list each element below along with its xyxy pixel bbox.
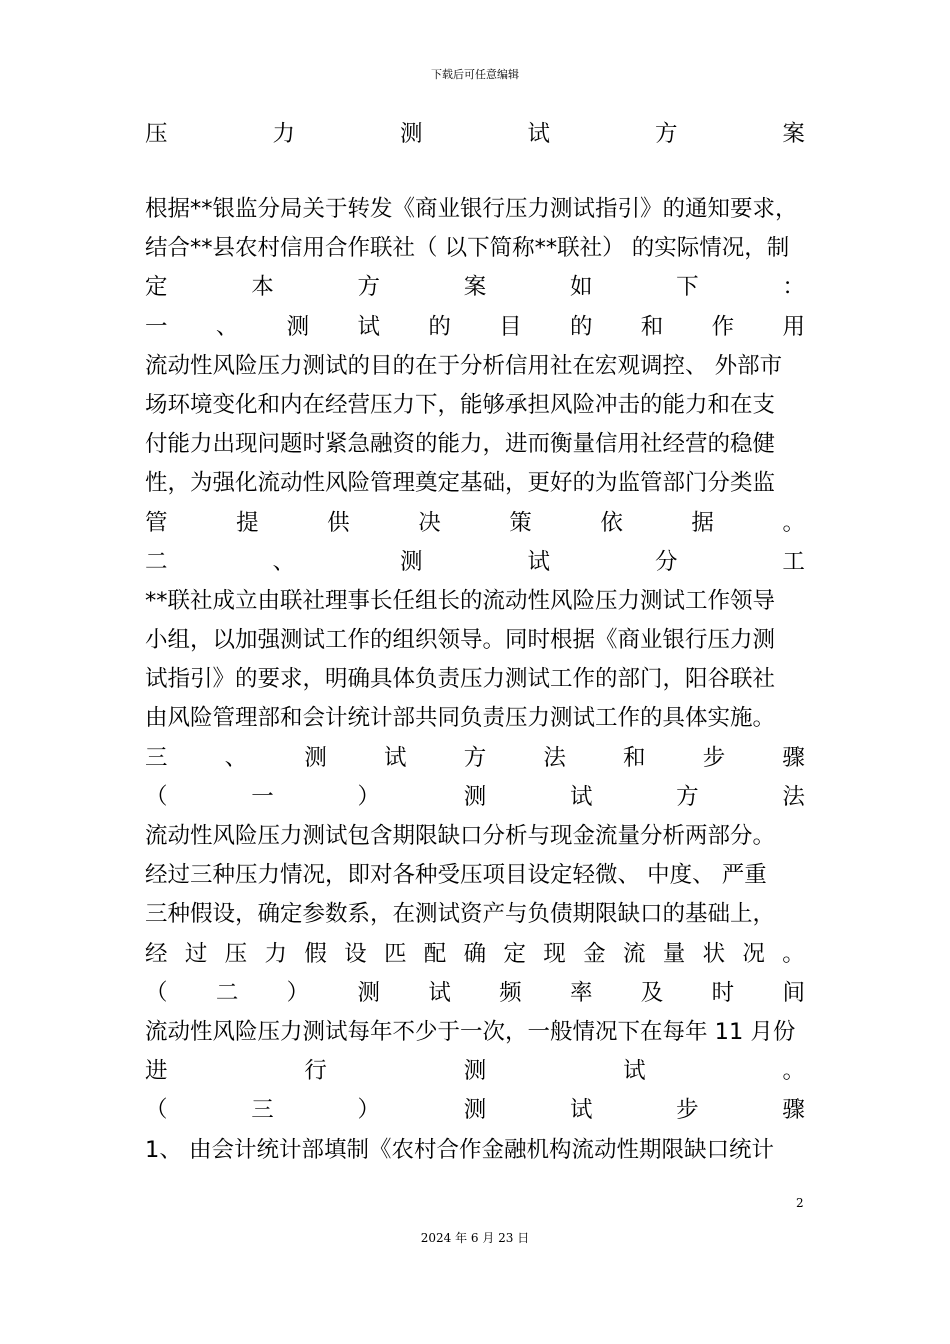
spread-char: ） [357,783,380,810]
spread-char: 率 [569,979,593,1006]
text-line: 流动性风险压力测试每年不少于一次，一般情况下在每年 11 月份 [145,1018,796,1045]
spread-line [145,543,805,582]
spread-char: （ [145,783,168,810]
spread-char: 骤 [782,744,805,771]
text-line: 流动性风险压力测试包含期限缺口分析与现金流量分析两部分。 [145,823,776,849]
spread-char: 法 [543,744,566,771]
text-line: 经过三种压力情况，即对各种受压项目设定轻微、 中度、 严重 [145,862,767,889]
spread-char: 二 [145,548,168,575]
spread-char: 测 [286,313,310,340]
spread-line [145,504,805,543]
spread-char: 提 [236,509,259,536]
spread-char: 试 [527,548,550,575]
spread-char: 金 [583,940,606,967]
text-line: 小组，以加强测试工作的组织领导。同时根据《商业银行压力测 [145,627,776,654]
spread-char: 频 [499,979,522,1006]
spread-char: 测 [357,979,380,1006]
title-char: 案 [782,121,805,147]
spread-char: 测 [304,744,327,771]
spread-char: 和 [623,744,646,771]
spread-char: 经 [145,940,168,967]
title-char: 力 [272,121,295,147]
spread-char: 进 [145,1058,168,1085]
spread-char: 。 [782,509,805,536]
spread-line [145,1052,805,1091]
spread-char: 分 [654,548,678,575]
text-line: 三种假设，确定参数系，在测试资产与负债期限缺口的基础上， [145,901,776,928]
spread-char: 、 [215,313,239,340]
spread-char: 试 [384,744,407,771]
spread-char: 及 [640,979,664,1006]
spread-char: 供 [327,509,350,536]
spread-char: 二 [215,979,239,1006]
spread-char: 法 [782,783,805,810]
spread-char: 三 [145,744,168,771]
spread-char: 案 [463,274,487,301]
spread-char: 步 [702,744,726,771]
spread-char: 用 [782,313,805,340]
spread-char: 三 [251,1097,274,1124]
spread-char: 设 [344,940,367,967]
spread-char: 试 [428,979,451,1006]
spread-char: 配 [423,940,447,967]
header-note: 下载后可任意编辑 [431,68,519,81]
spread-char: 方 [463,744,487,771]
title-char: 测 [399,121,423,147]
spread-char: 步 [676,1097,699,1124]
spread-char: 决 [418,509,441,536]
spread-line [145,1091,805,1130]
spread-char: 过 [184,940,208,967]
spread-char: 试 [623,1058,646,1085]
spread-char: （ [145,979,168,1006]
spread-char: 的 [569,313,593,340]
spread-char: 和 [640,313,664,340]
spread-line [145,974,805,1013]
spread-char: 方 [357,274,380,301]
spread-char: 策 [509,509,532,536]
text-line: 付能力出现问题时紧急融资的能力，进而衡量信用社经营的稳健 [145,431,776,458]
spread-char: 确 [463,940,487,967]
spread-char: 、 [224,744,248,771]
document-title [145,113,805,156]
document-body [145,113,805,1170]
spread-line [145,268,805,307]
spread-char: 定 [145,274,168,301]
text-line: 结合**县农村信用合作联社（ 以下简称**联社） 的实际情况，制 [145,235,790,262]
title-gap [145,156,805,190]
spread-char: 方 [676,783,699,810]
spread-char: 压 [224,940,248,967]
spread-char: 。 [782,1058,805,1085]
spread-char: 假 [304,940,327,967]
text-line: 由风险管理部和会计统计部共同负责压力测试工作的具体实施。 [145,705,776,732]
spread-char: 本 [251,274,274,301]
title-char: 试 [527,121,550,147]
spread-char: 力 [264,940,287,967]
spread-char: 试 [569,1097,593,1124]
text-line: **联社成立由联社理事长任组长的流动性风险压力测试工作领导 [145,587,776,614]
spread-char: 流 [622,940,646,967]
body-text [145,190,805,1170]
spread-char: 依 [600,509,623,536]
spread-char: 作 [711,313,735,340]
spread-char: 。 [782,940,805,967]
spread-char: 况 [742,940,765,967]
spread-char: 据 [691,509,714,536]
spread-char: 试 [569,783,593,810]
title-char: 方 [654,121,678,147]
text-line: 流动性风险压力测试的目的在于分析信用社在宏观调控、 外部市 [145,352,783,379]
spread-char: 一 [145,313,168,340]
spread-char: 管 [145,509,168,536]
spread-char: 匹 [383,940,407,967]
text-line: 试指引》的要求，明确具体负责压力测试工作的部门，阳谷联社 [145,666,776,693]
spread-char: 间 [782,979,805,1006]
spread-char: 行 [304,1058,327,1085]
spread-char: 测 [399,548,423,575]
spread-line [145,935,805,974]
text-line: 1、 由会计统计部填制《农村合作金融机构流动性期限缺口统计 [145,1136,774,1163]
page-number: 2 [796,1196,804,1210]
spread-char: 测 [463,783,487,810]
spread-char: 测 [463,1097,487,1124]
spread-char: 测 [463,1058,487,1085]
spread-char: 下 [676,274,699,301]
spread-char: 状 [702,940,726,967]
spread-line [145,308,805,347]
spread-char: 时 [711,979,735,1006]
spread-char: （ [145,1097,168,1124]
spread-char: 现 [543,940,566,967]
spread-char: 量 [662,940,686,967]
spread-line [145,778,805,817]
text-line: 性，为强化流动性风险管理奠定基础，更好的为监管部门分类监 [145,470,776,497]
text-line: 场环境变化和内在经营压力下，能够承担风险冲击的能力和在支 [145,391,776,418]
spread-char: ） [286,979,310,1006]
spread-char: 工 [782,548,805,575]
spread-char: ： [782,274,805,301]
spread-char: 定 [503,940,526,967]
spread-char: 的 [428,313,451,340]
spread-char: 一 [251,783,274,810]
spread-char: 、 [272,548,295,575]
spread-line [145,739,805,778]
spread-char: 试 [357,313,380,340]
title-char: 压 [145,121,168,147]
text-line: 根据**银监分局关于转发《商业银行压力测试指引》的通知要求， [145,196,798,222]
footer-date: 2024 年 6 月 23 日 [420,1231,530,1245]
spread-char: 目 [499,313,522,340]
spread-char: 如 [569,274,593,301]
spread-char: 骤 [782,1097,805,1124]
spread-char: ） [357,1097,380,1124]
